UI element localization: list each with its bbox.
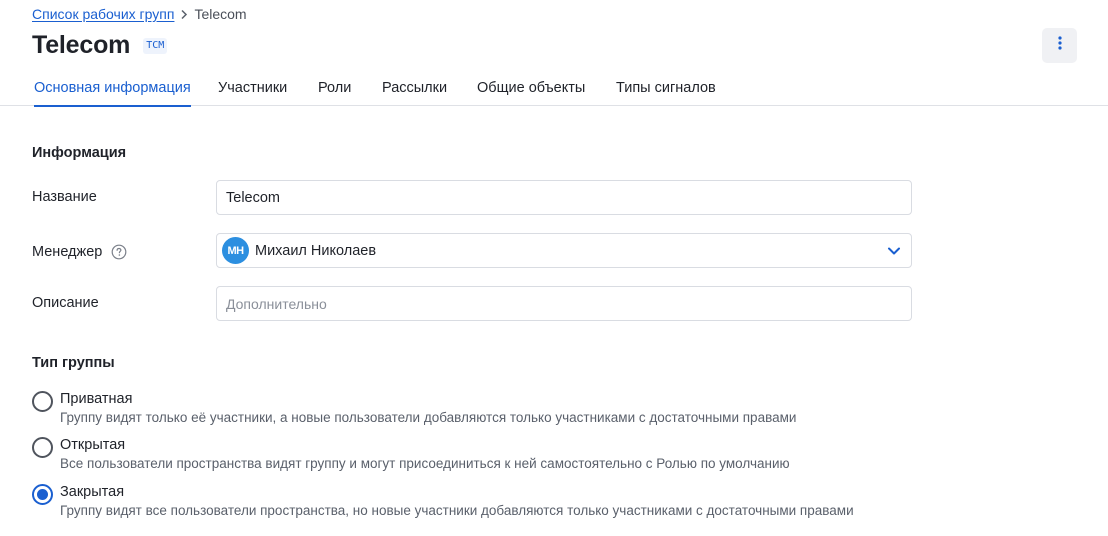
tab-basic-info[interactable]: Основная информация — [34, 72, 191, 106]
more-actions-button[interactable] — [1042, 28, 1077, 63]
breadcrumb-current: Telecom — [194, 6, 247, 22]
radio-title-private: Приватная — [60, 391, 133, 407]
name-field-value: Telecom — [226, 189, 280, 206]
radio-private[interactable] — [32, 391, 53, 412]
manager-label-group — [32, 244, 127, 260]
breadcrumb-link-workgroups[interactable]: Список рабочих групп — [32, 6, 175, 22]
radio-selected-dot — [37, 489, 48, 500]
description-label: Описание — [32, 295, 99, 311]
radio-desc-closed: Группу видят все пользователи пространства, но новые участники добавляются только участниками с достаточными правами — [60, 503, 854, 518]
chevron-right-icon — [180, 9, 188, 20]
tab-signal-types[interactable]: Типы сигналов — [616, 80, 716, 96]
description-placeholder: Дополнительно — [226, 295, 327, 312]
radio-option-closed[interactable] — [32, 483, 854, 519]
name-label: Название — [32, 189, 97, 205]
radio-desc-private: Группу видят только её участники, а новые пользователи добавляются только участниками с достаточными правами — [60, 410, 797, 425]
help-icon[interactable] — [111, 244, 127, 260]
section-title-info: Информация — [32, 145, 127, 161]
radio-option-private[interactable] — [32, 390, 796, 426]
radio-title-open: Открытая — [60, 437, 126, 453]
radio-title-closed: Закрытая — [60, 484, 125, 500]
tab-bar — [0, 72, 1108, 106]
tab-mailings[interactable]: Рассылки — [382, 80, 448, 96]
section-title-group-type: Тип группы — [32, 355, 115, 371]
chevron-down-icon — [887, 244, 901, 258]
radio-open[interactable] — [32, 437, 53, 458]
tab-shared-objects[interactable]: Общие объекты — [477, 80, 586, 96]
avatar: МН — [222, 237, 249, 264]
page-header — [32, 30, 167, 60]
radio-desc-open: Все пользователи пространства видят группу и могут присоединиться к ней самостоятельно с Ролью по умолчанию — [60, 456, 790, 471]
manager-select[interactable] — [216, 233, 912, 268]
tab-roles[interactable]: Роли — [318, 80, 352, 96]
manager-label: Менеджер — [32, 244, 103, 260]
breadcrumb — [32, 5, 247, 23]
description-field[interactable] — [216, 286, 912, 321]
tab-members[interactable]: Участники — [218, 80, 288, 96]
name-field[interactable] — [216, 180, 912, 215]
radio-closed[interactable] — [32, 484, 53, 505]
page-title: Telecom — [32, 31, 131, 59]
manager-select-value: Михаил Николаев — [255, 242, 377, 259]
more-vertical-icon — [1058, 36, 1062, 55]
radio-option-open[interactable] — [32, 436, 790, 472]
group-code-badge: TCM — [143, 38, 167, 54]
